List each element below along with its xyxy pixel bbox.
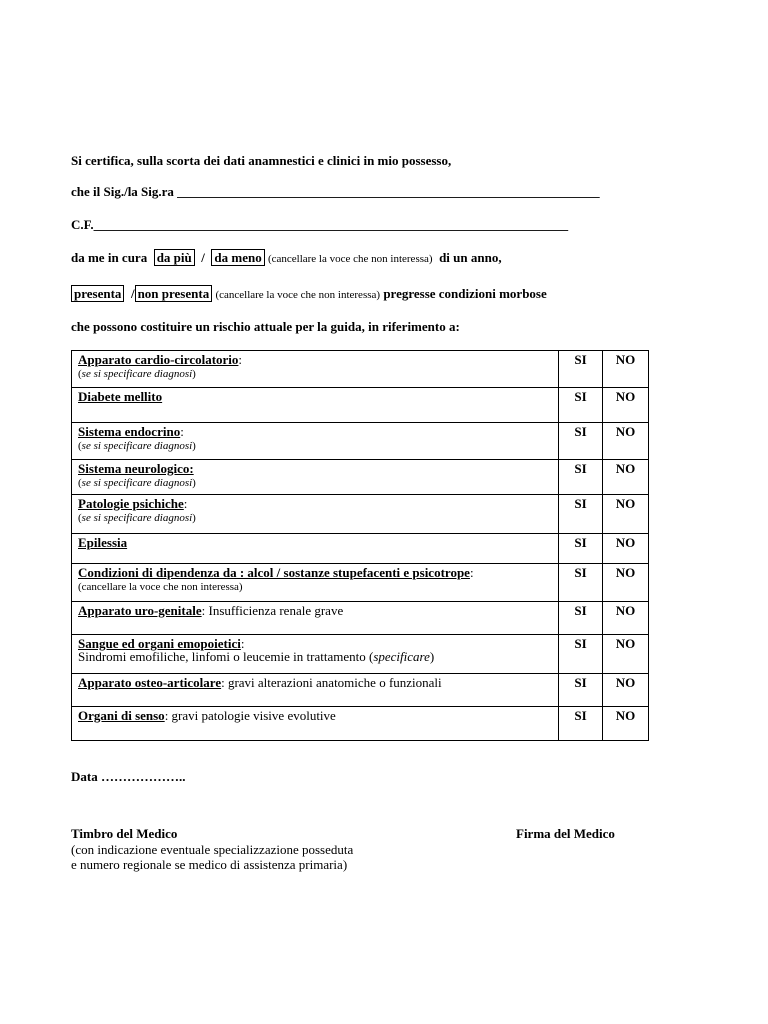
no-checkbox[interactable]: NO bbox=[603, 460, 649, 495]
table-row: Sistema endocrino: (se si specificare diagnosi) SI NO bbox=[72, 423, 649, 460]
no-checkbox[interactable]: NO bbox=[603, 495, 649, 534]
no-checkbox[interactable]: NO bbox=[603, 635, 649, 674]
condition-title: Sistema endocrino bbox=[78, 424, 181, 439]
condition-title: Apparato cardio-circolatorio bbox=[78, 352, 239, 367]
condition-note: se si specificare diagnosi bbox=[81, 477, 193, 489]
non-presenta-option[interactable]: non presenta bbox=[135, 285, 213, 302]
no-checkbox[interactable]: NO bbox=[603, 707, 649, 741]
cancel-note: (cancellare la voce che non interessa) bbox=[267, 253, 433, 265]
name-field[interactable]: _________________________________________________________________ bbox=[177, 184, 600, 199]
cf-label: C.F. bbox=[71, 217, 94, 232]
si-checkbox[interactable]: SI bbox=[559, 388, 603, 423]
table-row bbox=[72, 534, 649, 564]
cura-suffix: di un anno, bbox=[439, 250, 502, 265]
table-row bbox=[72, 602, 649, 635]
condition-title: Organi di senso bbox=[78, 708, 165, 723]
condition-note: se si specificare diagnosi bbox=[81, 440, 193, 452]
stamp-note-2: e numero regionale se medico di assistenza primaria) bbox=[71, 857, 348, 872]
no-checkbox[interactable]: NO bbox=[603, 351, 649, 388]
si-checkbox[interactable]: SI bbox=[559, 460, 603, 495]
presenta-line bbox=[71, 286, 547, 302]
condition-title: Patologie psichiche bbox=[78, 496, 184, 511]
si-checkbox[interactable]: SI bbox=[559, 564, 603, 602]
condition-title: Diabete mellito bbox=[78, 389, 163, 404]
signature-label: Firma del Medico bbox=[516, 826, 615, 841]
cura-option-more[interactable]: da più bbox=[154, 249, 195, 266]
condition-note: (cancellare la voce che non interessa) bbox=[78, 581, 243, 593]
si-checkbox[interactable]: SI bbox=[559, 351, 603, 388]
cancel-note-2: (cancellare la voce che non interessa) bbox=[215, 289, 381, 301]
table-row: Sistema neurologico: (se si specificare diagnosi) SI NO bbox=[72, 460, 649, 495]
condition-title: Sangue ed organi emopoietici bbox=[78, 636, 241, 651]
table-row bbox=[72, 674, 649, 707]
condition-title: Apparato osteo-articolare bbox=[78, 675, 222, 690]
condition-note: se si specificare diagnosi bbox=[81, 512, 193, 524]
cura-prefix: da me in cura bbox=[71, 250, 148, 265]
name-label: che il Sig./la Sig.ra bbox=[71, 184, 174, 199]
no-checkbox[interactable]: NO bbox=[603, 564, 649, 602]
no-checkbox[interactable]: NO bbox=[603, 423, 649, 460]
table-row: Patologie psichiche: (se si specificare diagnosi) SI NO bbox=[72, 495, 649, 534]
condition-detail: : gravi alterazioni anatomiche o funzionali bbox=[221, 675, 442, 690]
no-checkbox[interactable]: NO bbox=[603, 388, 649, 423]
presenta-option[interactable]: presenta bbox=[71, 285, 124, 302]
stamp-note-1: (con indicazione eventuale specializzazione posseduta bbox=[71, 842, 354, 857]
table-row: Sangue ed organi emopoietici: Sindromi emofiliche, linfomi o leucemie in trattamento (specificare) SI NO bbox=[72, 635, 649, 674]
si-checkbox[interactable]: SI bbox=[559, 602, 603, 635]
presenta-slash: / bbox=[130, 286, 135, 301]
condition-detail: Sindromi emofiliche, linfomi o leucemie in trattamento ( bbox=[78, 649, 374, 664]
table-row: Condizioni di dipendenza da : alcol / sostanze stupefacenti e psicotrope: (cancellare la voce che non interessa) SI NO bbox=[72, 564, 649, 602]
si-checkbox[interactable]: SI bbox=[559, 635, 603, 674]
certify-line: Si certifica, sulla scorta dei dati anamnestici e clinici in mio possesso, bbox=[71, 153, 452, 168]
si-checkbox[interactable]: SI bbox=[559, 674, 603, 707]
condition-detail: : Insufficienza renale grave bbox=[201, 603, 344, 618]
condition-note: se si specificare diagnosi bbox=[81, 368, 193, 380]
si-checkbox[interactable]: SI bbox=[559, 707, 603, 741]
condition-title: Sistema neurologico: bbox=[78, 461, 194, 476]
table-row bbox=[72, 707, 649, 741]
conditions-table bbox=[71, 350, 649, 741]
cf-field[interactable]: _________________________________________________________________________ bbox=[93, 217, 569, 232]
cura-option-less[interactable]: da meno bbox=[211, 249, 264, 266]
si-checkbox[interactable]: SI bbox=[559, 534, 603, 564]
condition-title: Apparato uro-genitale bbox=[78, 603, 202, 618]
date-field[interactable]: Data ……………….. bbox=[71, 769, 186, 784]
risk-line: che possono costituire un rischio attuale per la guida, in riferimento a: bbox=[71, 319, 460, 334]
si-checkbox[interactable]: SI bbox=[559, 495, 603, 534]
condition-title: Epilessia bbox=[78, 535, 128, 550]
no-checkbox[interactable]: NO bbox=[603, 674, 649, 707]
table-row bbox=[72, 388, 649, 423]
no-checkbox[interactable]: NO bbox=[603, 534, 649, 564]
cura-slash: / bbox=[201, 250, 205, 265]
name-line bbox=[71, 184, 600, 200]
condition-title: Condizioni di dipendenza da : alcol / sostanze stupefacenti e psicotrope bbox=[78, 565, 470, 580]
table-row: Apparato cardio-circolatorio: (se si specificare diagnosi) SI NO bbox=[72, 351, 649, 388]
stamp-label: Timbro del Medico bbox=[71, 826, 178, 841]
no-checkbox[interactable]: NO bbox=[603, 602, 649, 635]
si-checkbox[interactable]: SI bbox=[559, 423, 603, 460]
cf-line bbox=[71, 217, 568, 233]
presenta-suffix: pregresse condizioni morbose bbox=[383, 286, 547, 301]
condition-detail: : gravi patologie visive evolutive bbox=[164, 708, 336, 723]
cura-line bbox=[71, 250, 502, 266]
